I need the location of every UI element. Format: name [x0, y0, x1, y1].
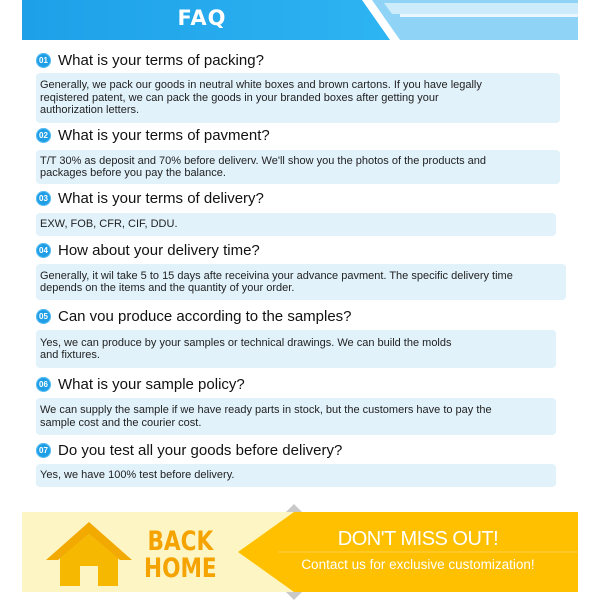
question-text: What is your terms of delivery? — [58, 189, 264, 207]
page-title: FAQ — [177, 6, 227, 30]
contact-us-link[interactable]: Contact us for exclusive customization! — [301, 557, 535, 572]
home-icon[interactable] — [44, 516, 134, 586]
answer-line: sample cost and the courier cost. — [40, 416, 202, 429]
faq-answer-4 — [36, 264, 566, 300]
answer-line: We can supply the sample if we have ready parts in stock, but the customers have to pay the — [40, 404, 492, 416]
faq-question-6 — [36, 374, 245, 394]
faq-answer-3 — [36, 213, 556, 236]
faq-question-7 — [36, 440, 342, 460]
faq-answer-5 — [36, 330, 556, 368]
question-text: How about your delivery time? — [58, 241, 260, 259]
number-badge-icon: 02 — [36, 128, 51, 143]
number-badge-icon: 04 — [36, 243, 51, 258]
back-home-link[interactable] — [144, 528, 217, 582]
number-badge-icon: 01 — [36, 53, 51, 68]
answer-line: Generally, it wil take 5 to 15 days afte receivina your advance pavment. The specific delivery time — [40, 269, 513, 282]
answer-line: Generally, we pack our goods in neutral white boxes and brown cartons. If you have legally — [40, 79, 482, 92]
faq-answer-7 — [36, 464, 556, 487]
question-text: What is your sample policy? — [58, 375, 245, 393]
faq-question-1 — [36, 50, 264, 70]
number-badge-icon: 06 — [36, 377, 51, 392]
number-badge-icon: 03 — [36, 191, 51, 206]
answer-line: reqistered patent, we can pack the goods in your branded boxes after getting your — [40, 91, 439, 104]
answer-line: EXW, FOB, CFR, CIF, DDU. — [40, 218, 178, 231]
faq-answer-1 — [36, 73, 560, 123]
question-text: Do you test all your goods before delivery? — [58, 441, 343, 459]
faq-question-5 — [36, 306, 352, 326]
back-home-line: BACK — [147, 526, 214, 557]
question-text: Can vou produce according to the samples? — [58, 307, 352, 325]
faq-answer-6 — [36, 398, 556, 435]
faq-header — [22, 0, 578, 40]
faq-question-3 — [36, 188, 264, 208]
number-badge-icon: 05 — [36, 309, 51, 324]
answer-line: packages before you pay the balance. — [40, 167, 226, 179]
faq-answer-2 — [36, 150, 560, 184]
answer-line: depends on the items and the quantity of your order. — [40, 282, 295, 294]
question-text: What is your terms of pavment? — [58, 126, 270, 144]
answer-line: Yes, we can produce by your samples or technical drawings. We can build the molds — [40, 336, 452, 349]
question-text: What is your terms of packing? — [58, 51, 264, 69]
answer-line: T/T 30% as deposit and 70% before deliverv. We'll show you the photos of the products and — [40, 154, 487, 167]
footer-banner — [22, 504, 578, 600]
answer-line: Yes, we have 100% test before delivery. — [40, 469, 235, 482]
promo-title: DON'T MISS OUT! — [337, 528, 499, 550]
faq-question-4 — [36, 240, 260, 260]
answer-line: and fixtures. — [40, 349, 100, 361]
number-badge-icon: 07 — [36, 443, 51, 458]
back-home-line: HOME — [144, 553, 217, 584]
faq-question-2 — [36, 125, 270, 145]
answer-line: authorization letters. — [40, 104, 140, 117]
